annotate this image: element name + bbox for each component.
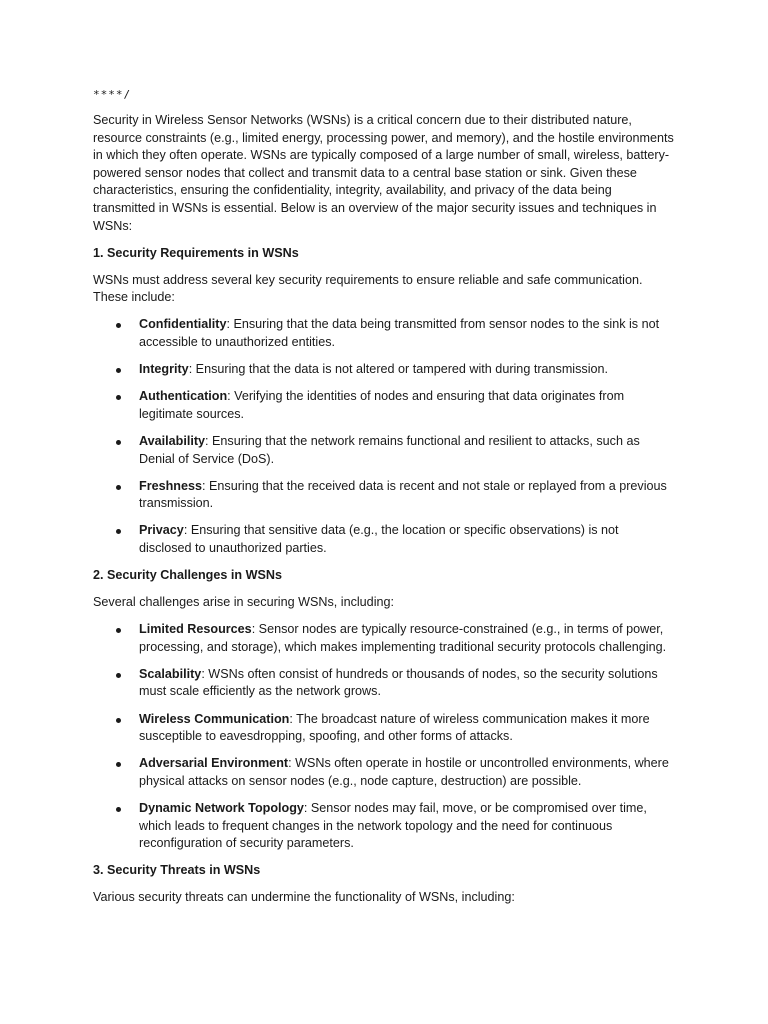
list-item-text: : Sensor nodes may fail, move, or be compromised over time, which leads to frequent changes in the network topology and the need for continuous reconfiguration of security parameters. [139,800,647,851]
list-item-term: Adversarial Environment [139,756,289,771]
list-item [93,711,674,746]
list-item-term: Scalability [139,666,202,681]
document-marker: ****/ [93,88,132,101]
list-item-term: Confidentiality [139,317,227,332]
list-item-term: Authentication [139,389,228,404]
bullet-icon [116,368,121,373]
list-item-term: Dynamic Network Topology [139,800,304,815]
section-heading-security-threats: 3. Security Threats in WSNs [93,863,261,878]
list-item-text: : Sensor nodes are typically resource-constrained (e.g., in terms of power, processing, and storage), which makes implementing traditional security protocols challenging. [139,622,667,654]
list-item-term: Integrity [139,362,189,377]
list-item-text: : WSNs often consist of hundreds or thousands of nodes, so the security solutions must scale efficiently as the network grows. [139,666,658,699]
bullet-icon [116,485,121,490]
list-item-term: Wireless Communication [139,711,290,726]
list-item-text: : WSNs often operate in hostile or uncontrolled environments, where physical attacks on sensor nodes (e.g., node capture, destruction) are possible. [139,756,669,788]
list-item [93,361,674,379]
section-heading-security-challenges: 2. Security Challenges in WSNs [93,567,282,582]
list-item-text: : Verifying the identities of nodes and ensuring that data originates from legitimate sources. [139,389,625,421]
intro-paragraph: Security in Wireless Sensor Networks (WSNs) is a critical concern due to their distributed nature, resource constraints (e.g., limited energy, processing power, and memory), and the hostile environments in which they often operate. WSNs are typically composed of a large number of small, wireless, battery-powered sensor nodes that collect and transmit data to a central base station or sink. Given these characteristics, ensuring the confidentiality, integrity, availability, and privacy of the data being transmitted in WSNs is essential. Below is an overview of the major security issues and techniques in WSNs: [93,113,674,233]
section-lead-security-challenges: Several challenges arise in securing WSNs, including: [93,595,394,610]
list-item [93,666,674,701]
list-item-text: : Ensuring that the received data is recent and not stale or replayed from a previous transmission. [139,478,667,511]
list-item-text: : Ensuring that the data being transmitted from sensor nodes to the sink is not accessible to unauthorized entities. [139,317,660,350]
list-item [93,316,674,351]
list-item-text: : Ensuring that the data is not altered or tampered with during transmission. [188,362,609,377]
list-item-term: Privacy [139,523,184,538]
list-item [93,800,674,853]
list-item [93,478,674,513]
security-challenges-list [93,621,674,853]
list-item-text: : Ensuring that the network remains functional and resilient to attacks, such as Denial of Service (DoS). [139,433,640,466]
list-item-text: : Ensuring that sensitive data (e.g., the location or specific observations) is not disclosed to unauthorized parties. [139,523,619,555]
bullet-icon [116,807,121,812]
bullet-icon [116,718,121,723]
list-item-term: Freshness [139,478,202,493]
list-item-term: Availability [139,433,206,448]
bullet-icon [116,673,121,678]
bullet-icon [116,628,121,633]
bullet-icon [116,323,121,328]
bullet-icon [116,529,121,534]
section-lead-security-requirements: WSNs must address several key security requirements to ensure reliable and safe communication. These include: [93,272,643,305]
bullet-icon [116,440,121,445]
list-item [93,755,674,790]
bullet-icon [116,395,121,400]
list-item [93,388,674,423]
list-item [93,522,674,557]
list-item [93,433,674,468]
security-requirements-list [93,316,674,557]
list-item [93,621,674,656]
section-heading-security-requirements: 1. Security Requirements in WSNs [93,245,299,260]
list-item-text: : The broadcast nature of wireless communication makes it more susceptible to eavesdropping, spoofing, and other forms of attacks. [139,711,650,744]
bullet-icon [116,762,121,767]
section-lead-security-threats: Various security threats can undermine the functionality of WSNs, including: [93,890,515,905]
list-item-term: Limited Resources [139,622,252,637]
